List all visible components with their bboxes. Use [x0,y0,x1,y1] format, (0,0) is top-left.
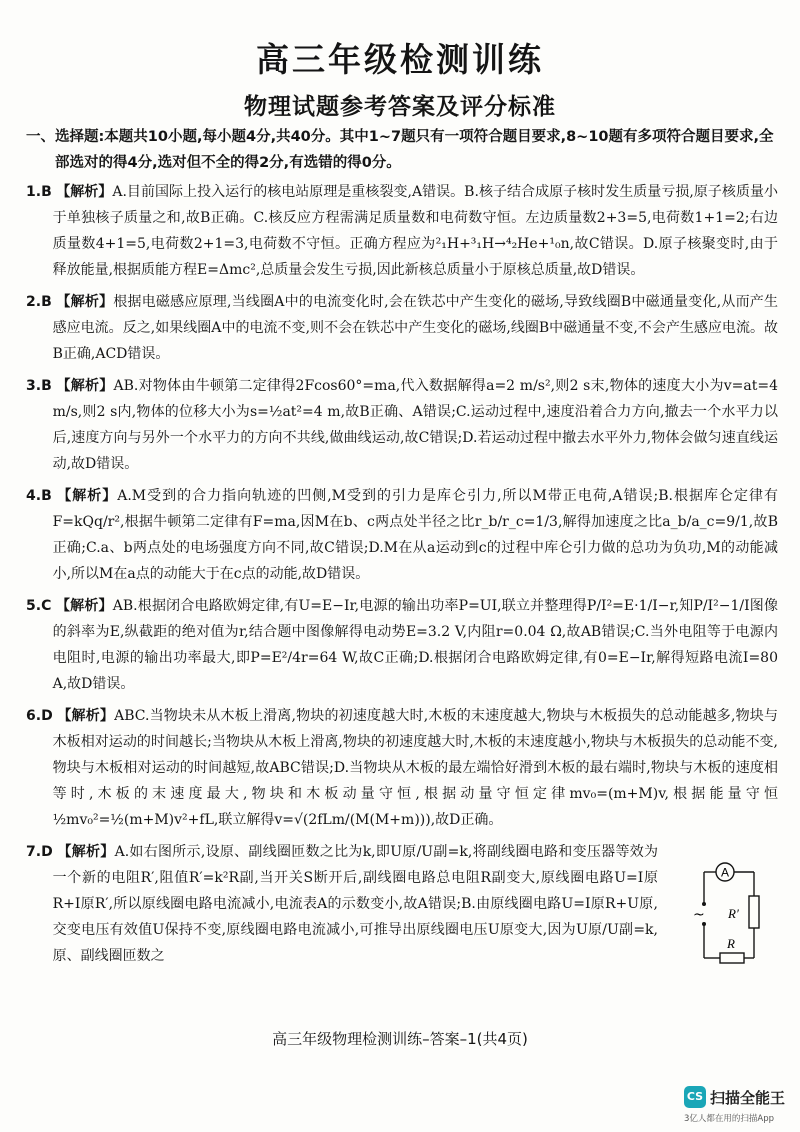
ac-source-symbol: ~ [693,907,705,923]
question-number: 1. [26,184,42,200]
ammeter-label: A [720,865,730,880]
answer-letter: D [41,844,53,860]
camscanner-logo-icon: CS [684,1086,706,1108]
answer-letter: D [41,708,53,724]
page-title: 高三年级检测训练 [256,40,544,79]
resistor-r-prime [749,896,759,928]
question-number: 7. [26,844,42,860]
analysis-text: A.目前国际上投入运行的核电站原理是重核裂变,A错误。B.核子结合成原子核时发生质量亏损,原子核质量小于单独核子质量之和,故B正确。C.核反应方程需满足质量数和电荷数守恒。左边质量数2+3=5,电荷数1+1=2;右边质量数4+1=5,电荷数2+1=3,电荷数不守恒。正确方程应为²₁H+³₁H→⁴₂He+¹₀n,故C错误。D.原子核聚变时,由于释放能量,根据质能方程E=Δmc²,总质量会发生亏损,因此新核总质量小于原核总质量,故D错误。 [52,184,779,278]
question-6 [26,703,778,833]
analysis-tag: 【解析】 [55,598,113,614]
answer-letter: C [41,598,52,614]
watermark-app-name: 扫描全能王 [710,1089,786,1107]
question-number: 3. [26,378,42,394]
analysis-tag: 【解析】 [56,294,114,310]
resistor-r-label: R [727,936,735,951]
answer-letter: B [41,488,52,504]
question-number: 4. [26,488,42,504]
watermark-tagline: 3亿人都在用的扫描App [684,1114,775,1124]
resistor-r [720,953,744,963]
answer-letter: B [41,378,52,394]
analysis-tag: 【解析】 [56,184,113,200]
page-subtitle: 物理试题参考答案及评分标准 [244,94,556,120]
analysis-text: AB.根据闭合电路欧姆定律,有U=E−Ir,电源的输出功率P=UI,联立并整理得P/I²=E·1/I−r,知P/I²−1/I图像的斜率为E,纵截距的绝对值为r,结合题中图像解得电动势E=3.2 V,内阻r=0.04 Ω,故AB错误;C.当外电阻等于电源内电阻时,电源的输出功率最大,即P=E²/4r=64 W,故C正确;D.根据闭合电路欧姆定律,有0=E−Ir,解得短路电流I=80 A,故D错误。 [52,598,778,692]
resistor-r-prime-label: R′ [728,906,739,921]
circuit-diagram [690,852,790,972]
answer-letter: B [41,294,52,310]
analysis-tag: 【解析】 [56,378,114,394]
analysis-text: A.如右图所示,设原、副线圈匝数之比为k,即U原/U副=k,将副线圈电路和变压器等效为一个新的电阻R′,阻值R′=k²R副,当开关S断开后,副线圈电路总电阻R副变大,原线圈电路U=I原R+I原R′,所以原线圈电路电流减小,电流表A的示数变小,故A错误;B.由原线圈电路U=I原R+U原,交变电压有效值U保持不变,原线圈电路电流减小,可推导出原线圈电压U原变大,因为U原/U副=k,原、副线圈匝数之 [52,844,659,964]
question-1 [26,179,778,283]
analysis-text: AB.对物体由牛顿第二定律得2Fcos60°=ma,代入数据解得a=2 m/s²,则2 s末,物体的速度大小为v=at=4 m/s,则2 s内,物体的位移大小为s=½at²=4 m,故B正确、A错误;C.运动过程中,速度沿着合力方向,撤去一个水平力以后,速度方向与另外一个水平力的方向不共线,做曲线运动,故C错误;D.若运动过程中撤去水平外力,物体会做匀速直线运动,故D错误。 [52,378,778,472]
analysis-tag: 【解析】 [57,488,118,504]
analysis-tag: 【解析】 [57,708,115,724]
question-number: 6. [26,708,42,724]
question-5 [26,593,778,697]
question-3 [26,373,778,477]
analysis-text: A.M受到的合力指向轨迹的凹侧,M受到的引力是库仑引力,所以M带正电荷,A错误;B.根据库仑定律有F=kQq/r²,根据牛顿第二定律有F=ma,因M在b、c两点处半径之比r_b/r_c=1/3,解得加速度之比a_b/a_c=9/1,故B正确;C.a、b两点处的电场强度方向不同,故C错误;D.M在从a运动到c的过程中库仑引力做的总功为负功,M的动能减小,所以M在a点的动能大于在c点的动能,故D错误。 [52,488,779,582]
analysis-text: ABC.当物块未从木板上滑离,物块的初速度越大时,木板的末速度越大,物块与木板损失的总动能越多,物块与木板相对运动的时间越长;当物块从木板上滑离,物块的初速度越大时,木板的末速度越小,物块与木板损失的总动能不变,物块与木板相对运动的时间越短,故ABC错误;D.当物块从木板的最左端恰好滑到木板的最右端时,物块与木板的速度相等时,木板的末速度最大,物块和木板动量守恒,根据动量守恒定律mv₀=(m+M)v,根据能量守恒½mv₀²=½(m+M)v²+fL,联立解得v=√(2fLm/(M(M+m))),故D正确。 [52,708,778,828]
question-number: 2. [26,294,42,310]
question-4 [26,483,778,587]
analysis-text: 根据电磁感应原理,当线圈A中的电流变化时,会在铁芯中产生变化的磁场,导致线圈B中磁通量变化,从而产生感应电流。反之,如果线圈A中的电流不变,则不会在铁芯中产生变化的磁场,线圈B中磁通量不变,不会产生感应电流。故B正确,ACD错误。 [52,294,779,362]
scanner-watermark [684,1086,796,1126]
answer-letter: B [41,184,52,200]
question-number: 5. [26,598,42,614]
analysis-tag: 【解析】 [57,844,115,860]
answers-body [26,124,778,975]
question-7 [26,839,778,969]
terminal-dot [702,902,706,906]
question-2 [26,289,778,367]
section-heading: 一、选择题:本题共10小题,每小题4分,共40分。其中1~7题只有一项符合题目要求,8~10题有多项符合题目要求,全部选对的得4分,选对但不全的得2分,有选错的得0分。 [26,129,774,171]
page-footer: 高三年级物理检测训练–答案–1(共4页) [272,1030,528,1048]
